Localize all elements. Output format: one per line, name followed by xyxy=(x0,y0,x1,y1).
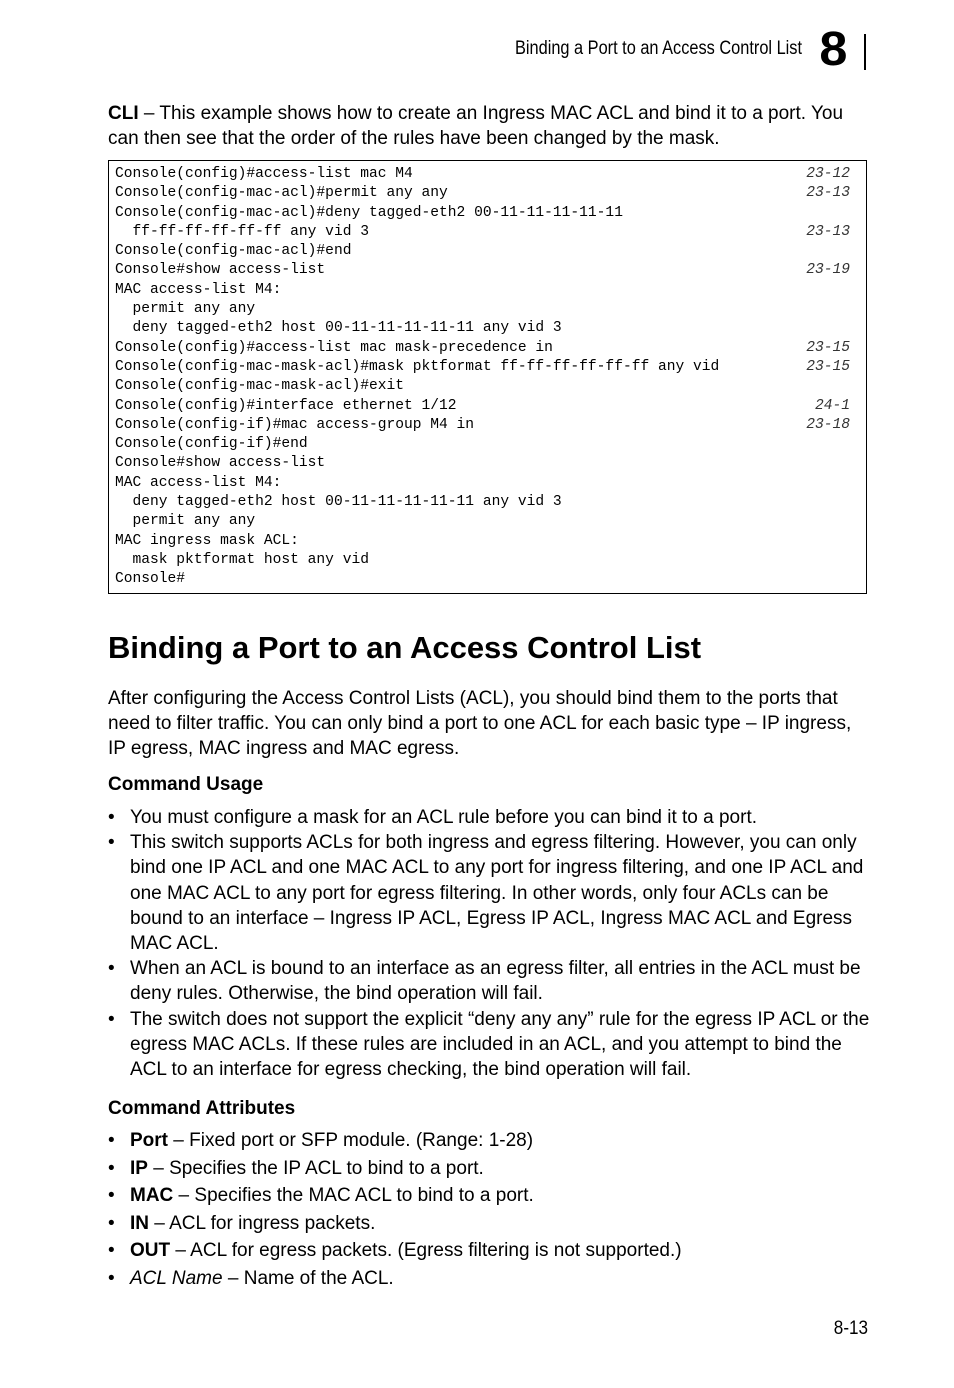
code-line xyxy=(109,416,866,435)
bullet-marker: • xyxy=(108,1212,115,1234)
code-line xyxy=(109,281,866,300)
code-line xyxy=(109,184,866,203)
code-text: Console(config-mac-acl)#end xyxy=(115,243,352,260)
code-text: Console# xyxy=(115,571,186,588)
code-page-reference: 23-19 xyxy=(806,262,850,279)
command-attributes-heading: Command Attributes xyxy=(108,1098,296,1119)
attribute-item xyxy=(108,1127,870,1155)
code-page-reference: 23-15 xyxy=(806,358,850,375)
attribute-item xyxy=(108,1155,870,1183)
attribute-term: IN xyxy=(130,1212,149,1234)
code-page-reference: 23-13 xyxy=(806,185,850,202)
command-usage-heading: Command Usage xyxy=(108,774,264,795)
code-text: deny tagged-eth2 host 00-11-11-11-11-11 any vid 3 xyxy=(115,320,562,337)
bullet-marker: • xyxy=(108,958,115,980)
code-line xyxy=(109,474,866,493)
code-line xyxy=(109,261,866,280)
chapter-number: 8 xyxy=(819,23,848,76)
code-line xyxy=(109,204,866,223)
code-line xyxy=(109,377,866,396)
code-text: Console(config-mac-mask-acl)#mask pktformat ff-ff-ff-ff-ff-ff any vid xyxy=(115,358,720,375)
code-text: MAC ingress mask ACL: xyxy=(115,532,299,549)
usage-bullet-item xyxy=(108,956,870,1006)
intro-paragraph xyxy=(108,101,870,151)
code-line xyxy=(109,223,866,242)
bullet-marker: • xyxy=(108,1130,115,1151)
command-usage-list xyxy=(108,805,870,1082)
attribute-item xyxy=(108,1210,870,1238)
code-text: Console(config-if)#end xyxy=(115,436,308,453)
code-text: mask pktformat host any vid xyxy=(115,551,369,568)
bullet-marker: • xyxy=(108,832,115,854)
attribute-term: IP xyxy=(130,1157,148,1179)
bullet-marker: • xyxy=(108,807,115,828)
code-text: MAC access-list M4: xyxy=(115,281,282,298)
code-text: permit any any xyxy=(115,513,256,530)
attribute-description: – Fixed port or SFP module. (Range: 1-28) xyxy=(168,1130,534,1151)
code-text: MAC access-list M4: xyxy=(115,474,282,491)
usage-bullet-text: When an ACL is bound to an interface as an egress filter, all entries in the ACL must be deny rules. Otherwise, the bind operation will fail. xyxy=(130,958,861,1005)
usage-bullet-text: The switch does not support the explicit “deny any any” rule for the egress IP ACL or the egress MAC ACLs. If these rules are included in an ACL, and you attempt to bind the ACL to an interface for egress checking, the bind operation will fail. xyxy=(130,1008,870,1081)
code-text: Console(config)#access-list mac mask-precedence in xyxy=(115,339,553,356)
intro-text: – This example shows how to create an Ingress MAC ACL and bind it to a port. You can then see that the order of the rules have been changed by the mask. xyxy=(108,103,844,149)
code-line xyxy=(109,319,866,338)
code-line xyxy=(109,454,866,473)
code-page-reference: 23-13 xyxy=(806,223,850,240)
usage-bullet-text: You must configure a mask for an ACL rule before you can bind it to a port. xyxy=(130,807,758,828)
bullet-marker: • xyxy=(108,1240,115,1261)
code-text: Console(config-mac-acl)#deny tagged-eth2 00-11-11-11-11-11 xyxy=(115,204,623,221)
code-line xyxy=(109,551,866,570)
attribute-item xyxy=(108,1265,870,1293)
code-text: Console(config)#access-list mac M4 xyxy=(115,166,413,182)
attribute-description: – Specifies the IP ACL to bind to a port. xyxy=(147,1157,484,1179)
usage-bullet-text: This switch supports ACLs for both ingress and egress filtering. However, you can only bind one IP ACL and one MAC ACL to any port for ingress filtering, and one IP ACL and one MAC ACL to any port for egress filtering. In other words, only four ACLs can be bound to an interface – Ingress IP ACL, Egress IP ACL, Ingress MAC ACL and Egress MAC ACL. xyxy=(130,832,864,955)
usage-bullet-item xyxy=(108,805,870,830)
command-attributes-list xyxy=(108,1127,870,1292)
code-line xyxy=(109,300,866,319)
code-line xyxy=(109,339,866,358)
code-text: Console(config)#interface ethernet 1/12 xyxy=(115,397,457,414)
code-line xyxy=(109,512,866,531)
attribute-description: – ACL for ingress packets. xyxy=(149,1212,376,1234)
attribute-item xyxy=(108,1182,870,1210)
code-text: Console(config-if)#mac access-group M4 in xyxy=(115,416,475,433)
attribute-term: OUT xyxy=(130,1240,171,1261)
usage-bullet-item xyxy=(108,830,870,956)
attribute-term: Port xyxy=(130,1130,168,1151)
bullet-marker: • xyxy=(108,1267,115,1289)
code-page-reference: 23-18 xyxy=(806,416,850,433)
code-line xyxy=(109,570,866,589)
usage-bullet-item xyxy=(108,1007,870,1083)
code-line xyxy=(109,493,866,512)
bullet-marker: • xyxy=(108,1157,115,1179)
attribute-description: – ACL for egress packets. (Egress filtering is not supported.) xyxy=(170,1240,682,1261)
attribute-description: – Name of the ACL. xyxy=(222,1267,394,1289)
chapter-rule xyxy=(864,34,866,70)
cli-code-block xyxy=(108,160,867,594)
attribute-description: – Specifies the MAC ACL to bind to a port. xyxy=(173,1185,534,1206)
code-line xyxy=(109,532,866,551)
attribute-term: MAC xyxy=(130,1185,174,1206)
code-text: ff-ff-ff-ff-ff-ff any vid 3 xyxy=(115,223,369,240)
code-text: Console#show access-list xyxy=(115,455,326,472)
attribute-term: ACL Name xyxy=(130,1267,223,1289)
code-line xyxy=(109,358,866,377)
page-number: 8-13 xyxy=(833,1318,868,1339)
code-line xyxy=(109,397,866,416)
code-text: deny tagged-eth2 host 00-11-11-11-11-11 any vid 3 xyxy=(115,494,562,511)
code-line xyxy=(109,435,866,454)
code-page-reference: 24-1 xyxy=(814,397,850,414)
code-line xyxy=(109,242,866,261)
code-text: Console(config-mac-acl)#permit any any xyxy=(115,185,448,202)
running-header-title: Binding a Port to an Access Control List xyxy=(514,38,802,59)
code-page-reference: 23-12 xyxy=(806,166,850,182)
section-heading: Binding a Port to an Access Control List xyxy=(108,630,702,665)
code-page-reference: 23-15 xyxy=(806,339,850,356)
code-text: Console(config-mac-mask-acl)#exit xyxy=(115,378,405,395)
code-text: Console#show access-list xyxy=(115,262,326,279)
intro-lead: CLI xyxy=(108,103,139,124)
code-text: permit any any xyxy=(115,301,256,318)
attribute-item xyxy=(108,1237,870,1265)
bullet-marker: • xyxy=(108,1185,115,1206)
section-body: After configuring the Access Control Lists (ACL), you should bind them to the ports that need to filter traffic. You can only bind a port to one ACL for each basic type – IP ingress, IP egress, MAC ingress and MAC egress. xyxy=(108,688,852,759)
bullet-marker: • xyxy=(108,1008,115,1030)
code-line xyxy=(109,165,866,184)
